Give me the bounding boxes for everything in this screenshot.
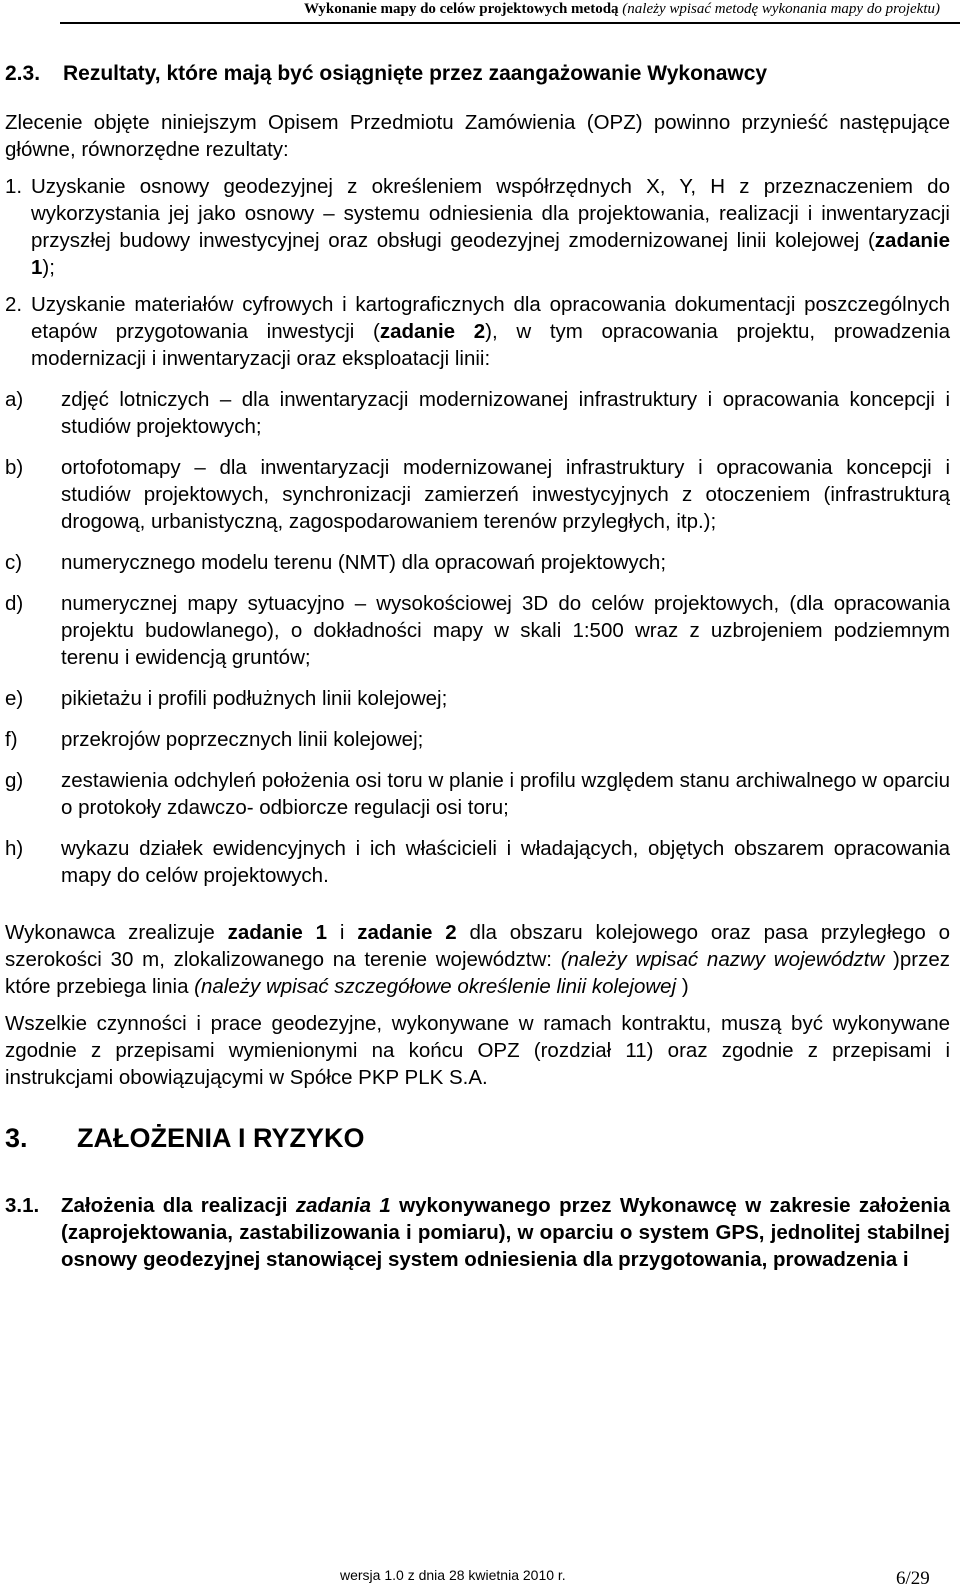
list-item: a) zdjęć lotniczych – dla inwentaryzacji modernizowanej infrastruktury i opracowania koncepcji i studiów projektowych;: [5, 388, 950, 438]
header-title: Wykonanie mapy do celów projektowych metodą: [303, 1, 619, 17]
list-item: e) pikietażu i profili podłużnych linii kolejowej;: [5, 687, 448, 710]
section-number: 3.1.: [5, 1194, 40, 1217]
result-item-1: [5, 173, 950, 281]
contractor-paragraph: Wykonawca zrealizuje zadanie 1 i zadanie 2 dla obszaru kolejowego oraz pasa przyległego o szerokości 30 m, zlokalizowanego na terenie województw: (należy wpisać nazwy województw )przez które przebiega linia (należy wpisać szczegółowe określenie linii kolejowej ): [5, 921, 950, 998]
activities-paragraph: Wszelkie czynności i prace geodezyjne, wykonywane w ramach kontraktu, muszą być wykonywane zgodnie z przepisami wymienionymi na końcu OPZ (rozdział 11) oraz zgodnie z przepisami i instrukcjami obowiązującymi w Spółce PKP PLK S.A.: [5, 1012, 950, 1089]
task-ref: zadanie 1: [31, 229, 950, 279]
section-3-heading: [5, 1125, 950, 1152]
item-number: 2.: [5, 293, 23, 316]
section-number: 2.3.: [5, 62, 41, 85]
document-body: [5, 60, 950, 1273]
section-title: ZAŁOŻENIA I RYZYKO: [77, 1123, 365, 1153]
section-2-3-heading: [5, 60, 950, 87]
sub-item-list: [5, 386, 950, 889]
footer-version: wersja 1.0 z dnia 28 kwietnia 2010 r.: [340, 1567, 566, 1583]
header-note: (należy wpisać metodę wykonania mapy do projektu): [622, 1, 940, 17]
section-number: 3.: [5, 1123, 28, 1153]
section-3-1-heading: [5, 1192, 950, 1273]
task-ref: zadanie 2: [379, 320, 486, 343]
page-number: 6/29: [896, 1568, 930, 1589]
item-number: 1.: [5, 175, 23, 198]
item-text: Uzyskanie osnowy geodezyjnej z określeniem współrzędnych X, Y, H z przeznaczeniem do wykorzystania jej jako osnowy – systemu odniesienia dla projektowania, realizacji i inwentaryzacji przyszłej budowy inwestycyjnej oraz obsługi geodezyjnej zmodernizowanej linii kolejowej (zadanie 1);: [31, 175, 950, 279]
running-header: [60, 0, 960, 24]
result-item-2: [5, 291, 950, 372]
list-item: c) numerycznego modelu terenu (NMT) dla opracowań projektowych;: [5, 551, 667, 574]
list-item: h) wykazu działek ewidencyjnych i ich właścicieli i władających, objętych obszarem opracowania mapy do celów projektowych.: [5, 837, 950, 887]
section-title: Rezultaty, które mają być osiągnięte przez zaangażowanie Wykonawcy: [63, 62, 768, 85]
section-title: Założenia dla realizacji zadania 1 wykonywanego przez Wykonawcę w zakresie założenia (zaprojektowania, zastabilizowania i pomiaru), w oparciu o system GPS, jednolitej stabilnej osnowy geodezyjnej stanowiącej system odniesienia dla przygotowania, prowadzenia i: [61, 1194, 951, 1271]
intro-paragraph: Zlecenie objęte niniejszym Opisem Przedmiotu Zamówienia (OPZ) powinno przynieść następujące główne, równorzędne rezultaty:: [5, 111, 950, 161]
list-item: g) zestawienia odchyleń położenia osi toru w planie i profilu względem stanu archiwalnego w oparciu o protokoły zdawczo- odbiorcze regulacji osi toru;: [5, 769, 950, 819]
item-text: Uzyskanie materiałów cyfrowych i kartograficznych dla opracowania dokumentacji poszczególnych etapów przygotowania inwestycji (zadanie 2), w tym opracowania projektu, prowadzenia modernizacji i inwentaryzacji oraz eksploatacji linii:: [31, 293, 950, 370]
list-item: d) numerycznej mapy sytuacyjno – wysokościowej 3D do celów projektowych, (dla opracowania projektu budowlanego), o dokładności mapy w skali 1:500 wraz z uzbrojeniem podziemnym terenu i ewidencją gruntów;: [5, 592, 950, 669]
list-item: b) ortofotomapy – dla inwentaryzacji modernizowanej infrastruktury i opracowania koncepcji i studiów projektowych, synchronizacji zamierzeń inwestycyjnych z otoczeniem (infrastrukturą drogową, urbanistyczną, zagospodarowaniem terenów przyległych, itp.);: [5, 456, 950, 533]
list-item: f) przekrojów poprzecznych linii kolejowej;: [5, 728, 424, 751]
